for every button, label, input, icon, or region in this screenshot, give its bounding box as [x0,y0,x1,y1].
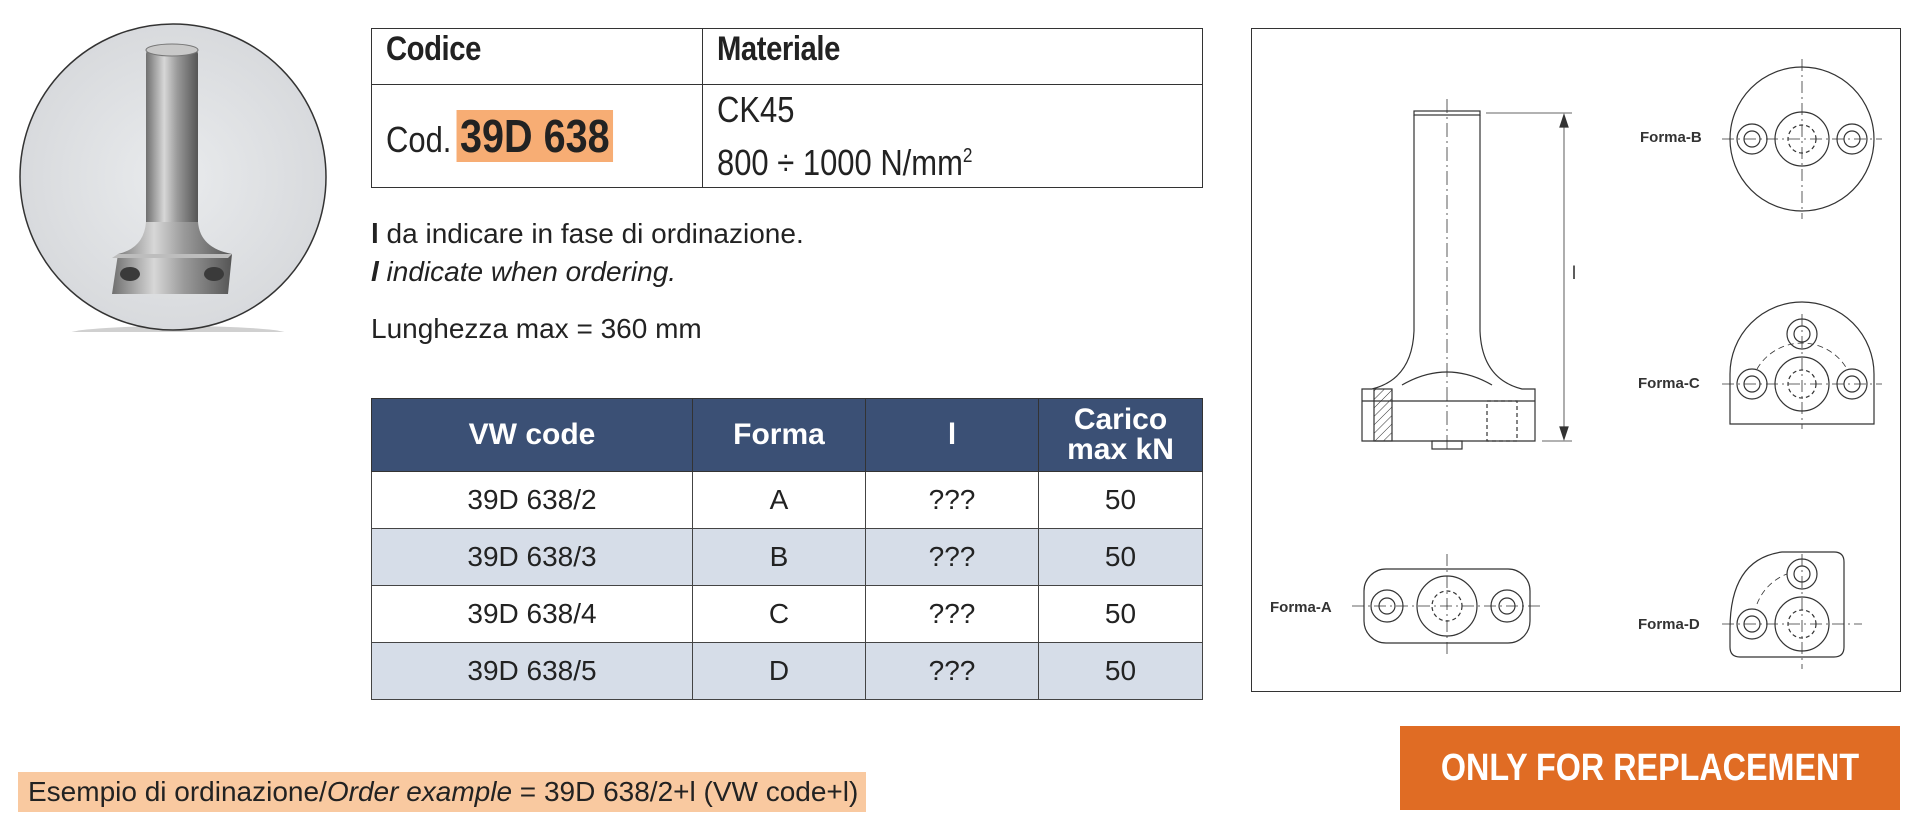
forma-cell: A [693,472,866,529]
forma-c-label: Forma-C [1638,375,1700,392]
vw-code-cell: 39D 638/3 [372,529,693,586]
code-label: Cod. [386,119,452,161]
replacement-label: ONLY FOR REPLACEMENT [1440,747,1860,789]
vw-code-cell: 39D 638/2 [372,472,693,529]
material-header-cell [703,29,1203,85]
order-example [18,772,866,812]
table-row [372,643,1203,700]
vw-code-cell: 39D 638/4 [372,586,693,643]
forma-d-label: Forma-D [1638,616,1700,633]
code-material-table [371,28,1203,188]
carico-cell: 50 [1039,472,1203,529]
order-example-value: = 39D 638/2+l (VW code+l) [512,776,859,807]
col-forma: Forma [693,399,866,472]
forma-a-label: Forma-A [1270,599,1332,616]
l-cell: ??? [866,529,1039,586]
col-carico [1039,399,1203,472]
max-length: Lunghezza max = 360 mm [371,313,702,344]
table-row [372,529,1203,586]
note-english [371,256,676,288]
col-carico-line2: max kN [1067,433,1174,466]
note-it-symbol: l [371,218,379,249]
note-en-text: indicate when ordering. [378,256,677,287]
product-photo [18,22,328,332]
material-strength-sup: 2 [962,144,973,167]
material-strength: 800 ÷ 1000 N/mm [717,141,963,183]
l-cell: ??? [866,643,1039,700]
carico-cell: 50 [1039,529,1203,586]
carico-cell: 50 [1039,586,1203,643]
col-vw-code: VW code [372,399,693,472]
order-example-prefix: Esempio di ordinazione/ [28,776,327,807]
code-header-cell [372,29,703,85]
replacement-badge [1400,726,1900,810]
dimension-l-label: l [1572,263,1576,283]
material-cell [703,85,1203,188]
table-row [372,472,1203,529]
forma-cell: D [693,643,866,700]
code-header: Codice [386,29,481,68]
forma-cell: C [693,586,866,643]
variants-header-row [372,399,1203,472]
code-cell [372,85,703,188]
note-it-text: da indicare in fase di ordinazione. [378,218,804,249]
technical-drawing [1251,28,1901,692]
drawing-svg [1252,29,1902,693]
col-l: l [866,399,1039,472]
table-row [372,586,1203,643]
note-italian [371,218,804,250]
material-name: CK45 [717,88,795,130]
l-cell: ??? [866,586,1039,643]
carico-cell: 50 [1039,643,1203,700]
code-value: 39D 638 [457,110,613,162]
order-example-italic: Order example [326,776,513,807]
l-cell: ??? [866,472,1039,529]
forma-b-label: Forma-B [1640,129,1702,146]
variants-table [371,398,1203,700]
col-carico-line1: Carico [1073,403,1168,436]
vw-code-cell: 39D 638/5 [372,643,693,700]
material-header: Materiale [717,29,840,68]
note-en-symbol: l [371,256,379,287]
forma-cell: B [693,529,866,586]
